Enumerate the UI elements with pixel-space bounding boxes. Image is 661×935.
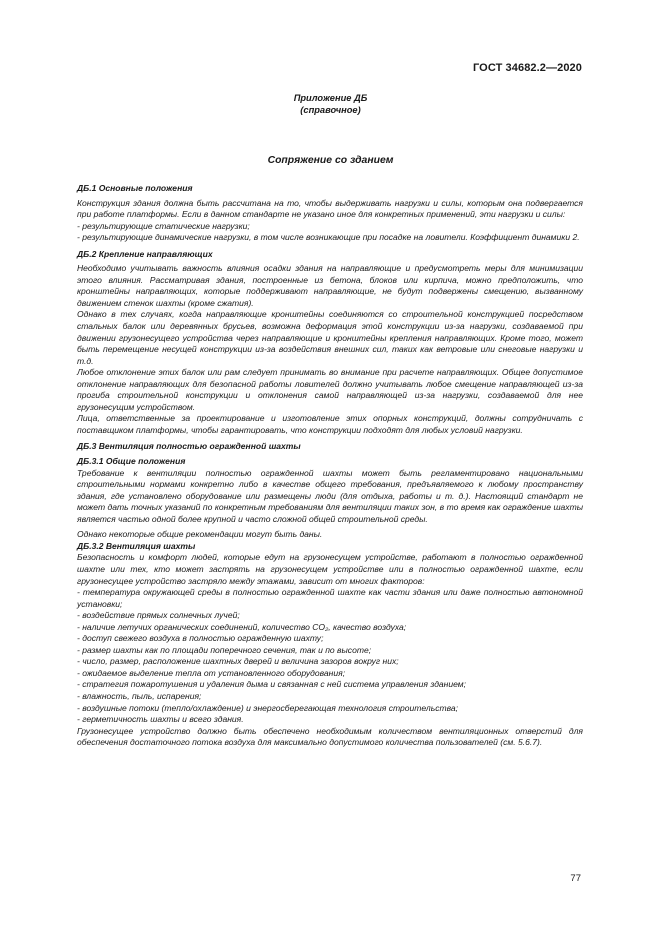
list-item: - воздействие прямых солнечных лучей; [77, 610, 240, 621]
list-item: - ожидаемое выделение тепла от установленного оборудования; [77, 667, 346, 678]
section-heading-db3: ДБ.3 Вентиляция полностью огражденной шахты [77, 441, 301, 452]
list-item: - наличие летучих органических соединений, количество CO₂, качество воздуха; [77, 621, 407, 632]
appendix-title: Приложение ДБ [293, 93, 368, 103]
page-number: 77 [570, 873, 581, 884]
list-item: - размер шахты как по площади поперечного сечения, так и по высоте; [77, 644, 372, 655]
paragraph: Требование к вентиляции полностью огражденной шахты может быть регламентировано национальными строительными нормами конкретно либо в качестве общего требования, предъявляемого к любому пространству здания, где установлено оборудование или размещены люди (для отдыха, работы и т. д.). Настоящий стандарт не может дать точных указаний по конкретным требованиям для вентиляции таких зон, в то время как ограждение шахты является частью одной более крупной и часто сложной общей строительной среды. [77, 467, 583, 524]
subsection-heading-db31: ДБ.3.1 Общие положения [77, 456, 186, 467]
standard-number: ГОСТ 34682.2—2020 [472, 62, 582, 74]
list-item: - число, размер, расположение шахтных дверей и величина зазоров вокруг них; [77, 656, 399, 667]
list-item: - результирующие статические нагрузки; [77, 220, 250, 231]
section-heading-db2: ДБ.2 Крепление направляющих [77, 248, 213, 259]
list-item: - результирующие динамические нагрузки, в том числе возникающие при посадке на ловители. Коэффициент динамики 2. [77, 232, 580, 243]
list-item: - доступ свежего воздуха в полностью огражденную шахту; [77, 633, 324, 644]
document-body [77, 183, 583, 749]
document-title: Сопряжение со зданием [267, 155, 394, 166]
paragraph: Однако в тех случаях, когда направляющие кронштейны соединяются со строительной конструкцией посредством стальных балок или деревянных брусьев, возможна деформация этой конструкции из-за нагрузки, создаваемой при движении грузонесущего устройства через направляющие и кронштейны крепления направляющих. Кроме того, может быть перемещение несущей конструкции из-за воздействия внешних сил, таких как ветровые или снеговые нагрузки и т.д. [77, 309, 583, 366]
paragraph: Необходимо учитывать важность влияния осадки здания на направляющие и предусмотреть меры для минимизации этого влияния. Рассматривая здания, построенные из бетона, блоков или кирпича, можно предположить, что кронштейны направляющих, которые поддерживают направляющие, не будут подвержены смещению, вызванному движением стенок шахты (кроме сжатия). [77, 263, 583, 308]
list-item: - герметичность шахты и всего здания. [77, 714, 244, 725]
appendix-note: (справочное) [300, 105, 361, 115]
section-heading-db1: ДБ.1 Основные положения [77, 183, 193, 193]
paragraph: Однако некоторые общие рекомендации могут быть даны. [77, 529, 323, 540]
paragraph: Конструкция здания должна быть рассчитана на то, чтобы выдерживать нагрузки и силы, которым она подвергается при работе платформы. Если в данном стандарте не указано иное для конкретных применений, эти нагрузки и силы: [77, 197, 583, 220]
list-item: - влажность, пыль, испарения; [77, 690, 202, 701]
paragraph: Грузонесущее устройство должно быть обеспечено необходимым количеством вентиляционных отверстий для обеспечения достаточного потока воздуха для максимально допустимого количества пользователей (см. 5.6.7). [77, 725, 583, 748]
appendix-header [0, 92, 661, 116]
list-item: - стратегия пожаротушения и удаления дыма и связанная с ней система управления зданием; [77, 679, 467, 690]
list-item: - воздушные потоки (тепло/охлаждение) и энергосберегающая технология строительства; [77, 702, 459, 713]
paragraph: Лица, ответственные за проектирование и изготовление этих опорных конструкций, должны сотрудничать с поставщиком платформы, чтобы гарантировать, что конструкции подходят для любых условий нагрузки. [77, 413, 583, 435]
subsection-heading-db32: ДБ.3.2 Вентиляция шахты [77, 540, 196, 551]
list-item: - температура окружающей среды в полностью огражденной шахте как части здания или даже полностью автономной установки; [77, 587, 583, 609]
paragraph: Любое отклонение этих балок или рам следует принимать во внимание при расчете направляющих. Общее допустимое отклонение направляющих для безопасной работы ловителей должно учитывать любое смещение направляющей из-за прогиба строительной конструкции и отклонения самой направляющей из-за нагрузки, создаваемой для нее грузонесущим устройством. [77, 367, 583, 412]
paragraph: Безопасность и комфорт людей, которые едут на грузонесущем устройстве, работают в полностью огражденной шахте или тех, кто может застрять на грузонесущем устройстве или в полностью огражденной шахте, если грузонесущее устройство застряло между этажами, зависит от многих факторов: [77, 552, 583, 586]
